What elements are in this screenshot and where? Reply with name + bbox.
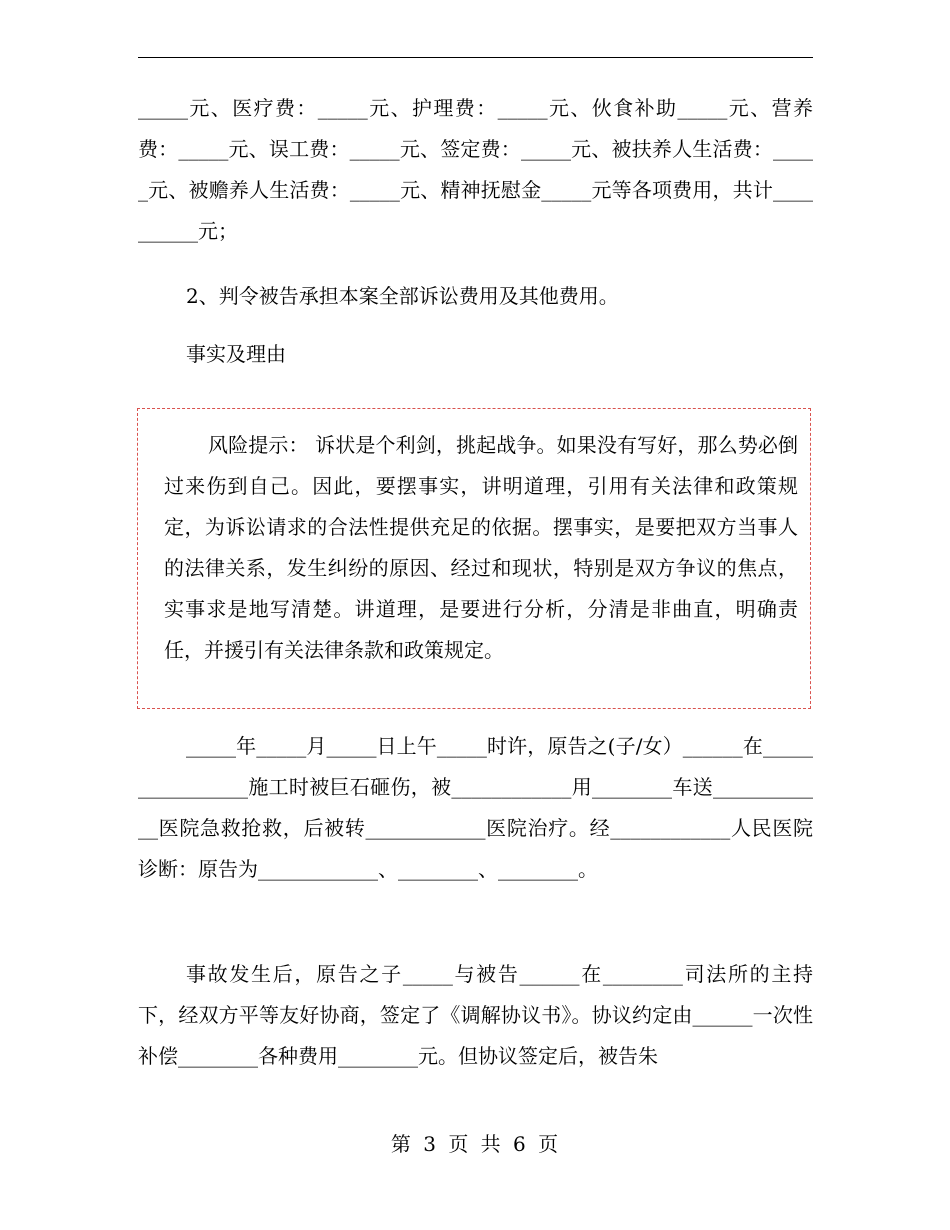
facts-heading: 事实及理由 xyxy=(186,342,286,366)
page-number: 第 3 页 共 6 页 xyxy=(390,1132,560,1156)
fees-paragraph: _____元、医疗费：_____元、护理费：_____元、伙食补助_____元、营养费：_____元、误工费：_____元、签定费：_____元、被扶养人生活费：_____元、被赡养人生活费：_____元、精神抚慰金_____元等各项费用，共计__________元； xyxy=(138,96,813,243)
risk-tip-box xyxy=(137,408,811,709)
mediation-paragraph: 事故发生后，原告之子_____与被告______在________司法所的主持下，经双方平等友好协商，签定了《调解协议书》。协议约定由______一次性补偿________各种费用________元。但协议签定后，被告朱 xyxy=(138,962,813,1068)
incident-paragraph: _____年_____月_____日上午_____时许，原告之(子/女）______在________________施工时被巨石砸伤，被____________用________车送____________医院急救抢救，后被转____________医院治疗。经____________人民医院诊断：原告为____________、________、________。 xyxy=(138,734,813,881)
claim-item-2: 2、判令被告承担本案全部诉讼费用及其他费用。 xyxy=(186,284,619,308)
risk-tip-text: 风险提示： 诉状是个利剑，挑起战争。如果没有写好，那么势必倒过来伤到自己。因此，要摆事实，讲明道理，引用有关法律和政策规定，为诉讼请求的合法性提供充足的依据。摆事实，是要把双方当事人的法律关系，发生纠纷的原因、经过和现状，特别是双方争议的焦点，实事求是地写清楚。讲道理，是要进行分析，分清是非曲直，明确责任，并援引有关法律条款和政策规定。 xyxy=(164,433,798,662)
header-rule xyxy=(138,57,813,58)
